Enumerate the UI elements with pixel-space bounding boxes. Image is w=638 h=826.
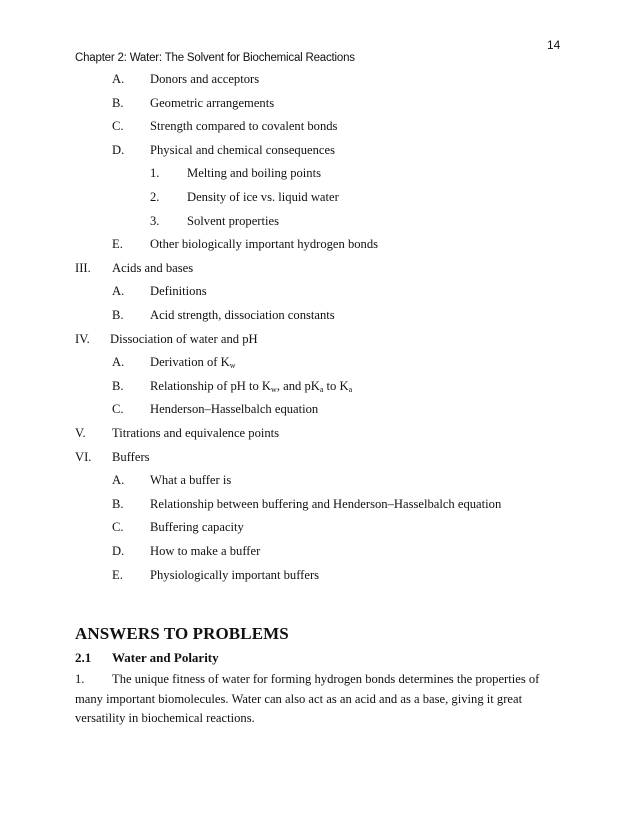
- outline-item-text: Dissociation of water and pH: [110, 331, 258, 346]
- outline-item-text: Solvent properties: [187, 213, 279, 228]
- paragraph-text: The unique fitness of water for forming hydrogen bonds determines the properties of many important biomolecules. Water can also act as an acid and as a base, giving it great versatility in biochemical reactions.: [75, 672, 540, 725]
- outline-item-number: III.: [75, 260, 91, 275]
- outline-item-number: 3.: [150, 213, 160, 228]
- outline-item-number: A.: [112, 473, 125, 488]
- outline-item-text: Definitions: [150, 284, 207, 299]
- outline-item-number: 2.: [150, 190, 160, 204]
- outline-item-text: Physiologically important buffers: [150, 567, 320, 582]
- outline-item-number: C.: [112, 119, 124, 134]
- outline-item-number: B.: [112, 95, 124, 110]
- outline-item-text: Other biologically important hydrogen bonds: [150, 237, 379, 252]
- outline-item-text: Relationship of pH to $K_w$, and $pK_a$ to $K_a$: [150, 378, 353, 394]
- page-number: 14: [547, 38, 561, 52]
- outline-item-text: Henderson–Hasselbalch equation: [150, 402, 319, 417]
- outline-item-number: A.: [112, 284, 125, 299]
- section-title: Water and Polarity: [112, 650, 219, 665]
- paragraph-number: 1.: [75, 672, 85, 686]
- outline-item-number: B.: [112, 496, 124, 511]
- outline-item-text: Donors and acceptors: [150, 72, 260, 86]
- outline-item-text: Buffering capacity: [150, 520, 244, 535]
- outline-item-number: IV.: [75, 331, 90, 346]
- outline-item-number: D.: [112, 142, 125, 157]
- outline-item-text: What a buffer is: [150, 473, 232, 488]
- outline-item-number: C.: [112, 402, 124, 417]
- outline-item-text: Acid strength, dissociation constants: [150, 308, 335, 322]
- outline-item-number: E.: [112, 237, 123, 252]
- outline-item-number: D.: [112, 544, 125, 558]
- answers-heading: ANSWERS TO PROBLEMS: [75, 624, 289, 643]
- outline-item-text: Density of ice vs. liquid water: [187, 190, 339, 204]
- outline-item-text: Titrations and equivalence points: [112, 426, 280, 440]
- outline-item-number: 1.: [150, 166, 160, 181]
- outline-item-text: How to make a buffer: [150, 544, 261, 558]
- section-number: 2.1: [75, 650, 92, 665]
- outline-item-text: Derivation of $K_w$: [150, 355, 236, 371]
- outline-item-number: V.: [75, 426, 86, 440]
- running-header: Chapter 2: Water: The Solvent for Biochemical Reactions: [75, 52, 355, 64]
- outline-item-number: E.: [112, 567, 123, 582]
- outline-item-number: B.: [112, 378, 124, 393]
- outline-item-text: Melting and boiling points: [187, 166, 321, 181]
- outline-item-text: Physical and chemical consequences: [150, 142, 335, 157]
- outline-item-number: C.: [112, 520, 124, 535]
- outline-item-number: B.: [112, 308, 124, 322]
- outline-item-number: VI.: [75, 449, 92, 464]
- outline-item-number: A.: [112, 72, 125, 86]
- outline-item-text: Acids and bases: [112, 260, 194, 275]
- outline-item-text: Strength compared to covalent bonds: [150, 119, 338, 134]
- outline-item-text: Geometric arrangements: [150, 95, 275, 110]
- answer-paragraph: [75, 670, 545, 729]
- outline-item-text: Buffers: [112, 449, 150, 464]
- outline-item-text: Relationship between buffering and Henderson–Hasselbalch equation: [150, 496, 502, 511]
- outline-item-number: A.: [112, 355, 125, 370]
